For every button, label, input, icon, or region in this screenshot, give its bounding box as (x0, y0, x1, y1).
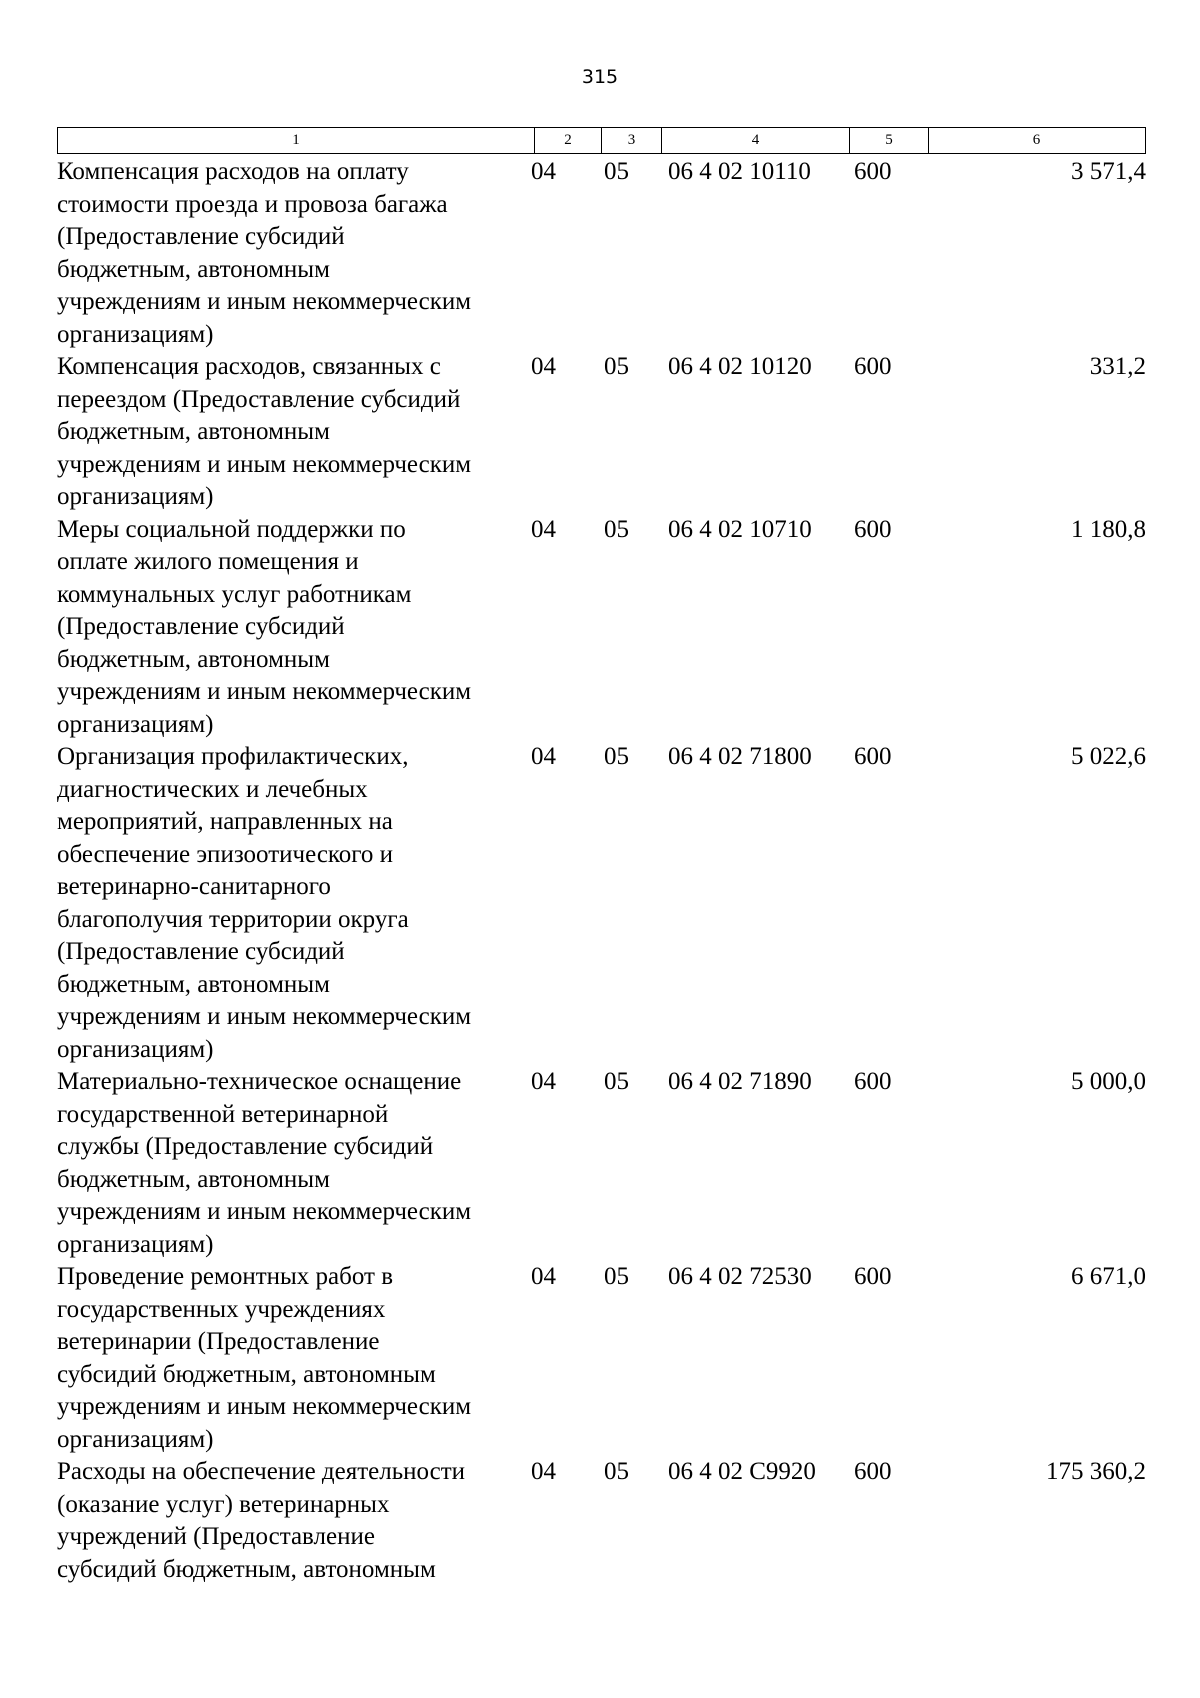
row-section: 04 (531, 353, 556, 380)
column-header-5: 5 (850, 128, 929, 153)
column-header-6: 6 (1032, 132, 1041, 148)
table-row (57, 156, 1146, 351)
row-subsection: 05 (604, 1068, 629, 1095)
table-row (57, 1261, 1146, 1456)
row-description: Компенсация расходов на оплату стоимости проезда и провоза багажа (Предоставление субсидий бюджетным, автономным учреждениям и иным некоммерческим организациям) (57, 158, 472, 348)
row-description: Проведение ремонтных работ в государственных учреждениях ветеринарии (Предоставление субсидий бюджетным, автономным учреждениям и иным некоммерческим организациям) (57, 1263, 472, 1453)
row-description: Компенсация расходов, связанных с переездом (Предоставление субсидий бюджетным, автономным учреждениям и иным некоммерческим организациям) (57, 353, 472, 510)
column-header-1: 1 (58, 128, 535, 153)
row-subsection: 05 (604, 1458, 629, 1485)
row-target-article: 06 4 02 10120 (668, 353, 812, 380)
row-description: Материально-техническое оснащение государственной ветеринарной службы (Предоставление субсидий бюджетным, автономным учреждениям и иным некоммерческим организациям) (57, 1068, 472, 1258)
row-subsection: 05 (604, 1263, 629, 1290)
table-row (57, 351, 1146, 514)
row-amount: 5 000,0 (1071, 1068, 1146, 1095)
row-target-article: 06 4 02 С9920 (668, 1458, 816, 1485)
table-row (57, 741, 1146, 1066)
page-number: 315 (581, 66, 619, 88)
row-target-article: 06 4 02 10710 (668, 515, 812, 543)
row-section: 04 (531, 743, 556, 770)
row-section: 04 (531, 1263, 556, 1290)
table-row (57, 1066, 1146, 1261)
row-description: Расходы на обеспечение деятельности (оказание услуг) ветеринарных учреждений (Предоставление субсидий бюджетным, автономным (57, 1458, 466, 1583)
row-expense-type: 600 (854, 1068, 892, 1095)
table-body (57, 156, 1146, 1586)
row-target-article: 06 4 02 72530 (668, 1263, 812, 1290)
column-header-3: 3 (602, 128, 662, 153)
row-subsection: 05 (604, 515, 629, 543)
column-header-2: 2 (535, 128, 602, 153)
row-subsection: 05 (604, 743, 629, 770)
row-expense-type: 600 (854, 1458, 892, 1485)
table-row (57, 514, 1146, 742)
row-section: 04 (531, 515, 556, 543)
row-subsection: 05 (604, 158, 629, 185)
column-header-4: 4 (662, 128, 850, 153)
row-section: 04 (531, 1458, 556, 1485)
row-expense-type: 600 (854, 1263, 892, 1290)
row-amount: 331,2 (1089, 353, 1146, 380)
row-description: Меры социальной поддержки по оплате жилого помещения и коммунальных услуг работникам (Предоставление субсидий бюджетным, автономным учреждениям и иным некоммерческим организациям) (57, 515, 472, 738)
row-amount: 1 180,8 (1071, 515, 1146, 543)
row-description: Организация профилактических, диагностических и лечебных мероприятий, направленных на обеспечение эпизоотического и ветеринарно-санитарного благополучия территории округа (Предоставление субсидий бюджетным, автономным учреждениям и иным некоммерческим организациям) (57, 743, 472, 1063)
table-header (57, 127, 1146, 154)
row-section: 04 (531, 1068, 556, 1095)
row-subsection: 05 (604, 353, 629, 380)
row-target-article: 06 4 02 71800 (668, 743, 812, 770)
row-target-article: 06 4 02 71890 (668, 1068, 812, 1095)
row-expense-type: 600 (854, 158, 892, 185)
row-expense-type: 600 (854, 743, 892, 770)
table-row (57, 1456, 1146, 1586)
row-expense-type: 600 (854, 353, 892, 380)
row-amount: 175 360,2 (1046, 1458, 1146, 1485)
row-amount: 6 671,0 (1071, 1263, 1146, 1290)
row-section: 04 (531, 158, 556, 185)
row-amount: 3 571,4 (1071, 158, 1146, 185)
row-expense-type: 600 (854, 515, 892, 543)
row-amount: 5 022,6 (1071, 743, 1146, 770)
row-target-article: 06 4 02 10110 (668, 158, 811, 185)
